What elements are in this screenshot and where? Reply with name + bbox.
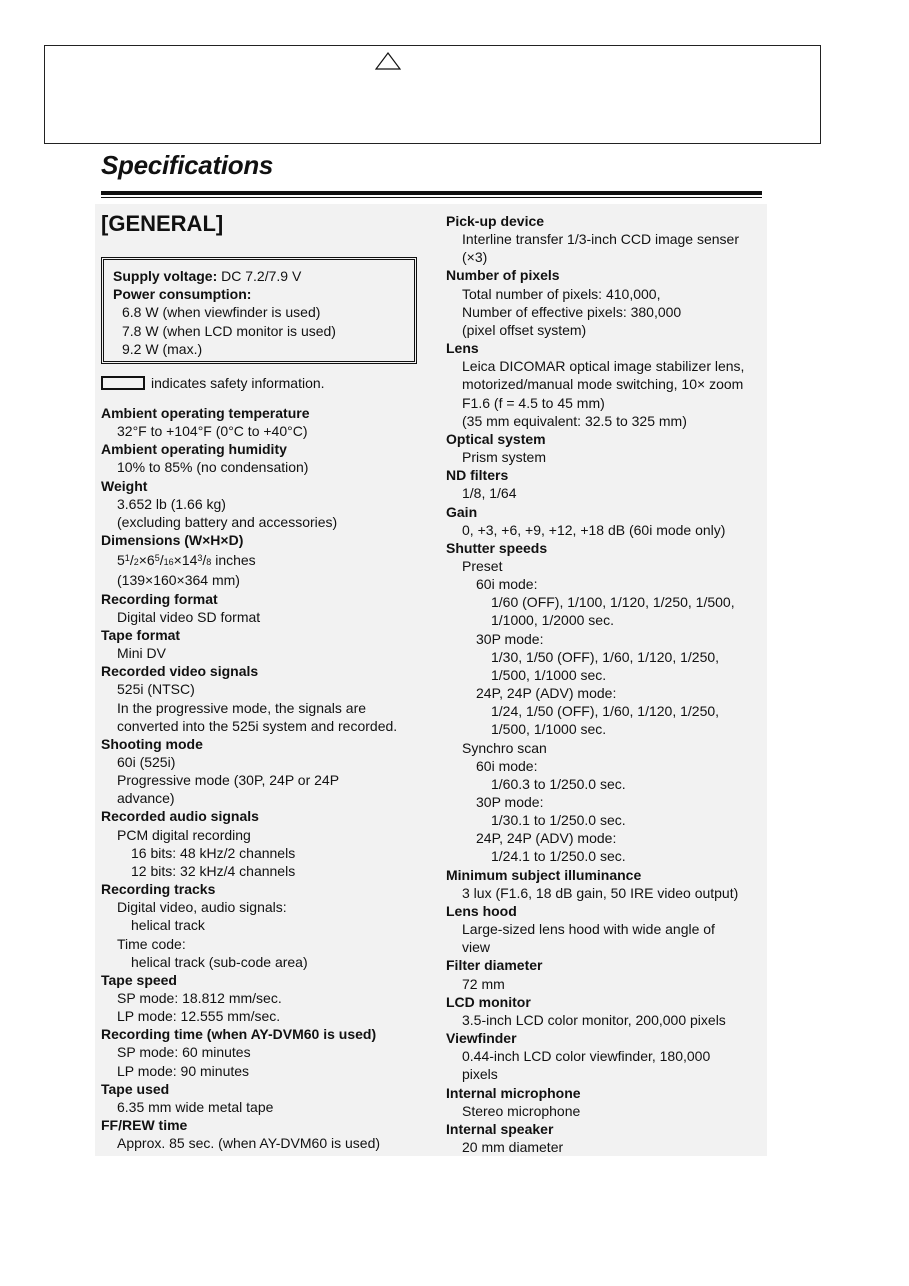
spec-value: Digital video, audio signals: <box>117 899 287 916</box>
spec-value: 12 bits: 32 kHz/4 channels <box>131 862 296 879</box>
dimension-part: 5 <box>117 552 125 569</box>
dimension-part: 2 <box>133 557 139 568</box>
spec-value: (excluding battery and accessories) <box>117 513 338 530</box>
spec-heading: Ambient operating temperature <box>101 405 310 421</box>
spec-heading: LCD monitor <box>446 993 531 1010</box>
power-consumption-heading: Power consumption: <box>113 286 252 303</box>
spec-value: 1/1000, 1/2000 sec. <box>491 612 614 629</box>
spec-value: Leica DICOMAR optical image stabilizer lens, <box>462 358 745 375</box>
spec-heading: Lens hood <box>446 902 517 919</box>
spec-heading: Recording tracks <box>101 881 216 898</box>
safety-note <box>101 374 325 392</box>
spec-value: (139×160×364 mm) <box>117 572 240 589</box>
spec-value: 60i (525i) <box>117 753 176 770</box>
spec-value: 3.5-inch LCD color monitor, 200,000 pixels <box>462 1011 726 1028</box>
spec-heading: Internal speaker <box>446 1120 554 1137</box>
spec-heading: Number of pixels <box>446 267 560 284</box>
dimension-part: 6 <box>146 552 155 569</box>
spec-value: 0.44-inch LCD color viewfinder, 180,000 <box>462 1048 711 1065</box>
spec-value: Interline transfer 1/3-inch CCD image senser <box>462 231 740 248</box>
spec-value: Approx. 85 sec. (when AY-DVM60 is used) <box>117 1135 381 1152</box>
safety-note-text: indicates safety information. <box>151 375 325 391</box>
fraction-slash: / <box>202 552 207 569</box>
dimension-part: 1 <box>124 553 130 564</box>
spec-value: 60i mode: <box>476 757 538 774</box>
spec-heading: Dimensions (W×H×D) <box>101 532 244 549</box>
power-viewfinder: 6.8 W (when viewfinder is used) <box>122 304 321 321</box>
spec-column-left <box>101 404 431 1152</box>
warning-box <box>44 45 821 144</box>
spec-heading: Tape used <box>101 1080 170 1097</box>
spec-heading: Recording format <box>101 590 218 607</box>
spec-value: Digital video SD format <box>117 608 261 625</box>
spec-value: 1/30.1 to 1/250.0 sec. <box>491 812 626 829</box>
spec-value: (pixel offset system) <box>462 321 587 338</box>
spec-heading: Optical system <box>446 430 546 447</box>
spec-value: motorized/manual mode switching, 10× zoom <box>462 376 744 393</box>
spec-heading: FF/REW time <box>101 1117 188 1134</box>
spec-heading: Lens <box>446 340 479 357</box>
warning-triangle-icon <box>375 52 401 70</box>
dimension-part: 3 <box>197 553 203 564</box>
spec-heading: Weight <box>101 477 148 494</box>
spec-value: 30P mode: <box>476 794 544 810</box>
spec-value: 32°F to +104°F (0°C to +40°C) <box>117 423 308 440</box>
spec-heading: Tape speed <box>101 971 177 988</box>
spec-value: Prism system <box>462 449 546 466</box>
title-rule-thin <box>101 197 762 198</box>
spec-heading: Viewfinder <box>446 1030 517 1047</box>
title-rule <box>101 191 762 195</box>
spec-value: 24P, 24P (ADV) mode: <box>476 685 617 702</box>
spec-value: advance) <box>117 790 175 807</box>
dimension-part: inches <box>215 552 256 569</box>
spec-value: 1/500, 1/1000 sec. <box>491 666 607 683</box>
spec-value: F1.6 (f = 4.5 to 45 mm) <box>462 394 605 411</box>
spec-heading: Recorded audio signals <box>101 808 259 825</box>
spec-value: 1/30, 1/50 (OFF), 1/60, 1/120, 1/250, <box>491 648 720 665</box>
spec-column-right <box>446 212 776 1156</box>
spec-value: 24P, 24P (ADV) mode: <box>476 830 617 847</box>
dimension-part: 14 <box>181 552 198 569</box>
spec-value: In the progressive mode, the signals are <box>117 699 367 716</box>
spec-value: 10% to 85% (no condensation) <box>117 459 309 476</box>
spec-heading: Recorded video signals <box>101 663 259 680</box>
fraction-slash: / <box>159 552 164 569</box>
spec-value <box>101 549 431 571</box>
power-max: 9.2 W (max.) <box>122 340 203 357</box>
supply-box <box>101 257 417 364</box>
spec-value: 525i (NTSC) <box>117 681 195 698</box>
spec-heading: Minimum subject illuminance <box>446 866 642 883</box>
spec-value: view <box>462 939 491 956</box>
spec-value: Stereo microphone <box>462 1102 581 1119</box>
dimension-part: 5 <box>154 553 160 564</box>
spec-value: helical track (sub-code area) <box>131 953 308 970</box>
fraction-slash: / <box>129 552 134 569</box>
spec-value: 3 lux (F1.6, 18 dB gain, 50 IRE video output) <box>462 884 739 901</box>
spec-value: 1/24.1 to 1/250.0 sec. <box>491 848 626 865</box>
power-lcd: 7.8 W (when LCD monitor is used) <box>122 322 336 339</box>
spec-value: 1/60 (OFF), 1/100, 1/120, 1/250, 1/500, <box>491 594 735 611</box>
spec-value: 1/24, 1/50 (OFF), 1/60, 1/120, 1/250, <box>491 703 720 720</box>
spec-value: Progressive mode (30P, 24P or 24P <box>117 772 340 789</box>
spec-heading: Recording time (when AY-DVM60 is used) <box>101 1026 377 1043</box>
spec-value: (35 mm equivalent: 32.5 to 325 mm) <box>462 412 687 429</box>
safety-box-icon <box>101 376 145 390</box>
dimension-part: 16 <box>163 557 174 568</box>
dimension-part: 8 <box>206 557 212 568</box>
spec-heading: Tape format <box>101 626 181 643</box>
spec-heading: ND filters <box>446 467 509 484</box>
spec-value: 0, +3, +6, +9, +12, +18 dB (60i mode only) <box>462 521 726 538</box>
spec-value: 1/8, 1/64 <box>462 485 517 502</box>
spec-value: Preset <box>462 557 503 574</box>
spec-value: helical track <box>131 917 205 934</box>
spec-value: Large-sized lens hood with wide angle of <box>462 921 715 938</box>
spec-heading: Shooting mode <box>101 735 203 752</box>
spec-value: LP mode: 90 minutes <box>117 1062 250 1079</box>
spec-heading: Gain <box>446 503 478 520</box>
spec-heading: Filter diameter <box>446 957 543 974</box>
spec-value: 6.35 mm wide metal tape <box>117 1098 274 1115</box>
spec-value: SP mode: 18.812 mm/sec. <box>117 990 282 1006</box>
spec-value: SP mode: 60 minutes <box>117 1044 251 1061</box>
dimension-part: × <box>173 552 182 569</box>
spec-value: pixels <box>462 1066 498 1083</box>
spec-value: converted into the 525i system and recorded. <box>117 717 398 734</box>
spec-value: 30P mode: <box>476 630 544 647</box>
spec-value: Time code: <box>117 935 186 952</box>
section-heading: [GENERAL] <box>101 211 224 236</box>
spec-value: PCM digital recording <box>117 826 251 843</box>
spec-heading: Internal microphone <box>446 1084 581 1101</box>
spec-value: LP mode: 12.555 mm/sec. <box>117 1008 281 1025</box>
spec-value: 60i mode: <box>476 576 538 593</box>
spec-heading: Shutter speeds <box>446 539 548 556</box>
spec-value: (×3) <box>462 249 488 266</box>
spec-value: 3.652 lb (1.66 kg) <box>117 495 226 512</box>
dimension-part: × <box>138 552 147 569</box>
spec-heading: Ambient operating humidity <box>101 441 287 458</box>
spec-value: Number of effective pixels: 380,000 <box>462 303 682 320</box>
spec-value: Total number of pixels: 410,000, <box>462 285 661 302</box>
spec-value: 16 bits: 48 kHz/2 channels <box>131 844 296 861</box>
page-title: Specifications <box>101 150 274 180</box>
spec-value: Mini DV <box>117 645 167 662</box>
spec-value: 1/500, 1/1000 sec. <box>491 721 607 738</box>
supply-voltage-line: Supply voltage: DC 7.2/7.9 V <box>113 268 302 284</box>
spec-value: 20 mm diameter <box>462 1138 564 1155</box>
spec-value: 1/60.3 to 1/250.0 sec. <box>491 775 626 792</box>
spec-value: Synchro scan <box>462 739 547 756</box>
spec-value: 72 mm <box>462 975 505 992</box>
spec-heading: Pick-up device <box>446 213 545 229</box>
